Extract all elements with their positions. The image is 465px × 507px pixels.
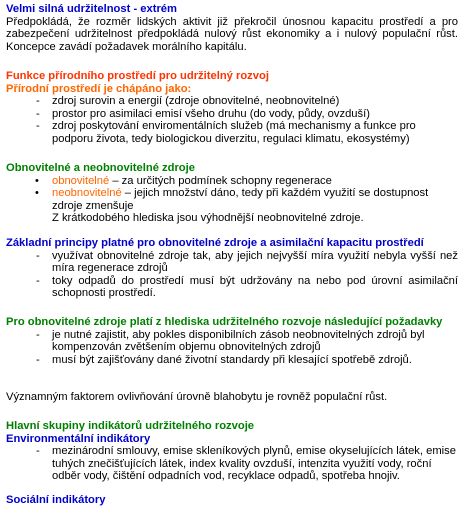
section-note: Z krátkodobého hlediska jsou výhodnější neobnovitelné zdroje. <box>52 212 364 224</box>
list-item <box>6 175 458 188</box>
term-renewable: obnovitelné <box>52 174 110 187</box>
requirement-list <box>6 329 458 367</box>
section-social-indicators <box>6 494 458 507</box>
list-item: - zdroj poskytování enviromentálních služeb (má mechanismy a funkce pro podporu života, tedy biologickou diverzitu, regulaci klimatu, ekosystémy) <box>6 120 458 145</box>
section-principles <box>6 237 458 300</box>
list-item <box>6 187 458 212</box>
list-item: - je nutné zajistit, aby pokles disponibilních zásob neobnovitelných zdrojů byl kompenzován zvětšením objemu obnovitelných zdrojů <box>6 329 458 354</box>
section-indicators <box>6 420 458 483</box>
section-title: Sociální indikátory <box>6 494 106 506</box>
term-nonrenewable: neobnovitelné <box>52 187 122 199</box>
section-subtitle: Přírodní prostředí je chápáno jako: <box>6 82 192 95</box>
section-environment-functions <box>6 70 458 145</box>
list-item: - musí být zajišťovány dané životní standardy při klesající spotřebě zdrojů. <box>6 354 458 367</box>
section-strong-sustainability <box>6 3 458 53</box>
section-paragraph: Předpokládá, že rozměr lidských aktivit již překročil únosnou kapacitu prostředí a pro zabezpečení udržitelnost předpokládá nulový růst ekonomiky a i nulový populační růst. Koncepce zavádí požadavek morálního kapitálu. <box>6 15 458 53</box>
section-title: Obnovitelné a neobnovitelné zdroje <box>6 162 195 174</box>
list-item: - zdroj surovin a energií (zdroje obnovitelné, neobnovitelné) <box>6 95 458 108</box>
list-item: - mezinárodní smlouvy, emise skleníkových plynů, emise okyselujících látek, emise tuhých znečišťujících látek, index kvality ovzduší, intenzita využití vody, roční odběr vody, čištění odpadních vod, recyklace odpadů, spotřeba hnojiv. <box>6 445 458 483</box>
section-title: Velmi silná udržitelnost - extrém <box>6 3 177 15</box>
section-requirements <box>6 316 458 366</box>
section-resources <box>6 162 458 225</box>
section-title: Funkce přírodního prostředí pro udržitelný rozvoj <box>6 70 269 82</box>
section-title: Základní principy platné pro obnovitelné zdroje a asimilační kapacitu prostředí <box>6 237 424 249</box>
section-subtitle: Environmentální indikátory <box>6 432 151 445</box>
indicator-list <box>6 445 458 483</box>
principle-list <box>6 250 458 300</box>
list-item: - využívat obnovitelné zdroje tak, aby jejich nejvyšší míra využití nebyla vyšší než míra regenerace zdrojů <box>6 250 458 275</box>
list-item: - prostor pro asimilaci emisí všeho druhu (do vody, půdy, ovzduší) <box>6 108 458 121</box>
term-description: – jejich množství dáno, tedy při každém využití se dostupnost zdroje zmenšuje <box>52 187 429 212</box>
function-list <box>6 95 458 145</box>
list-item: - toky odpadů do prostředí musí být udržovány na nebo pod úrovní asimilační schopnosti prostředí. <box>6 275 458 300</box>
section-title: Pro obnovitelné zdroje platí z hlediska udržitelného rozvoje následující požadavky <box>6 316 443 328</box>
paragraph: Významným faktorem ovlivňování úrovně blahobytu je rovněž populační růst. <box>6 391 388 403</box>
section-population-note <box>6 391 458 404</box>
term-description: – za určitých podmínek schopny regenerace <box>109 174 332 187</box>
section-title: Hlavní skupiny indikátorů udržitelného rozvoje <box>6 420 255 432</box>
resource-list <box>6 175 458 213</box>
